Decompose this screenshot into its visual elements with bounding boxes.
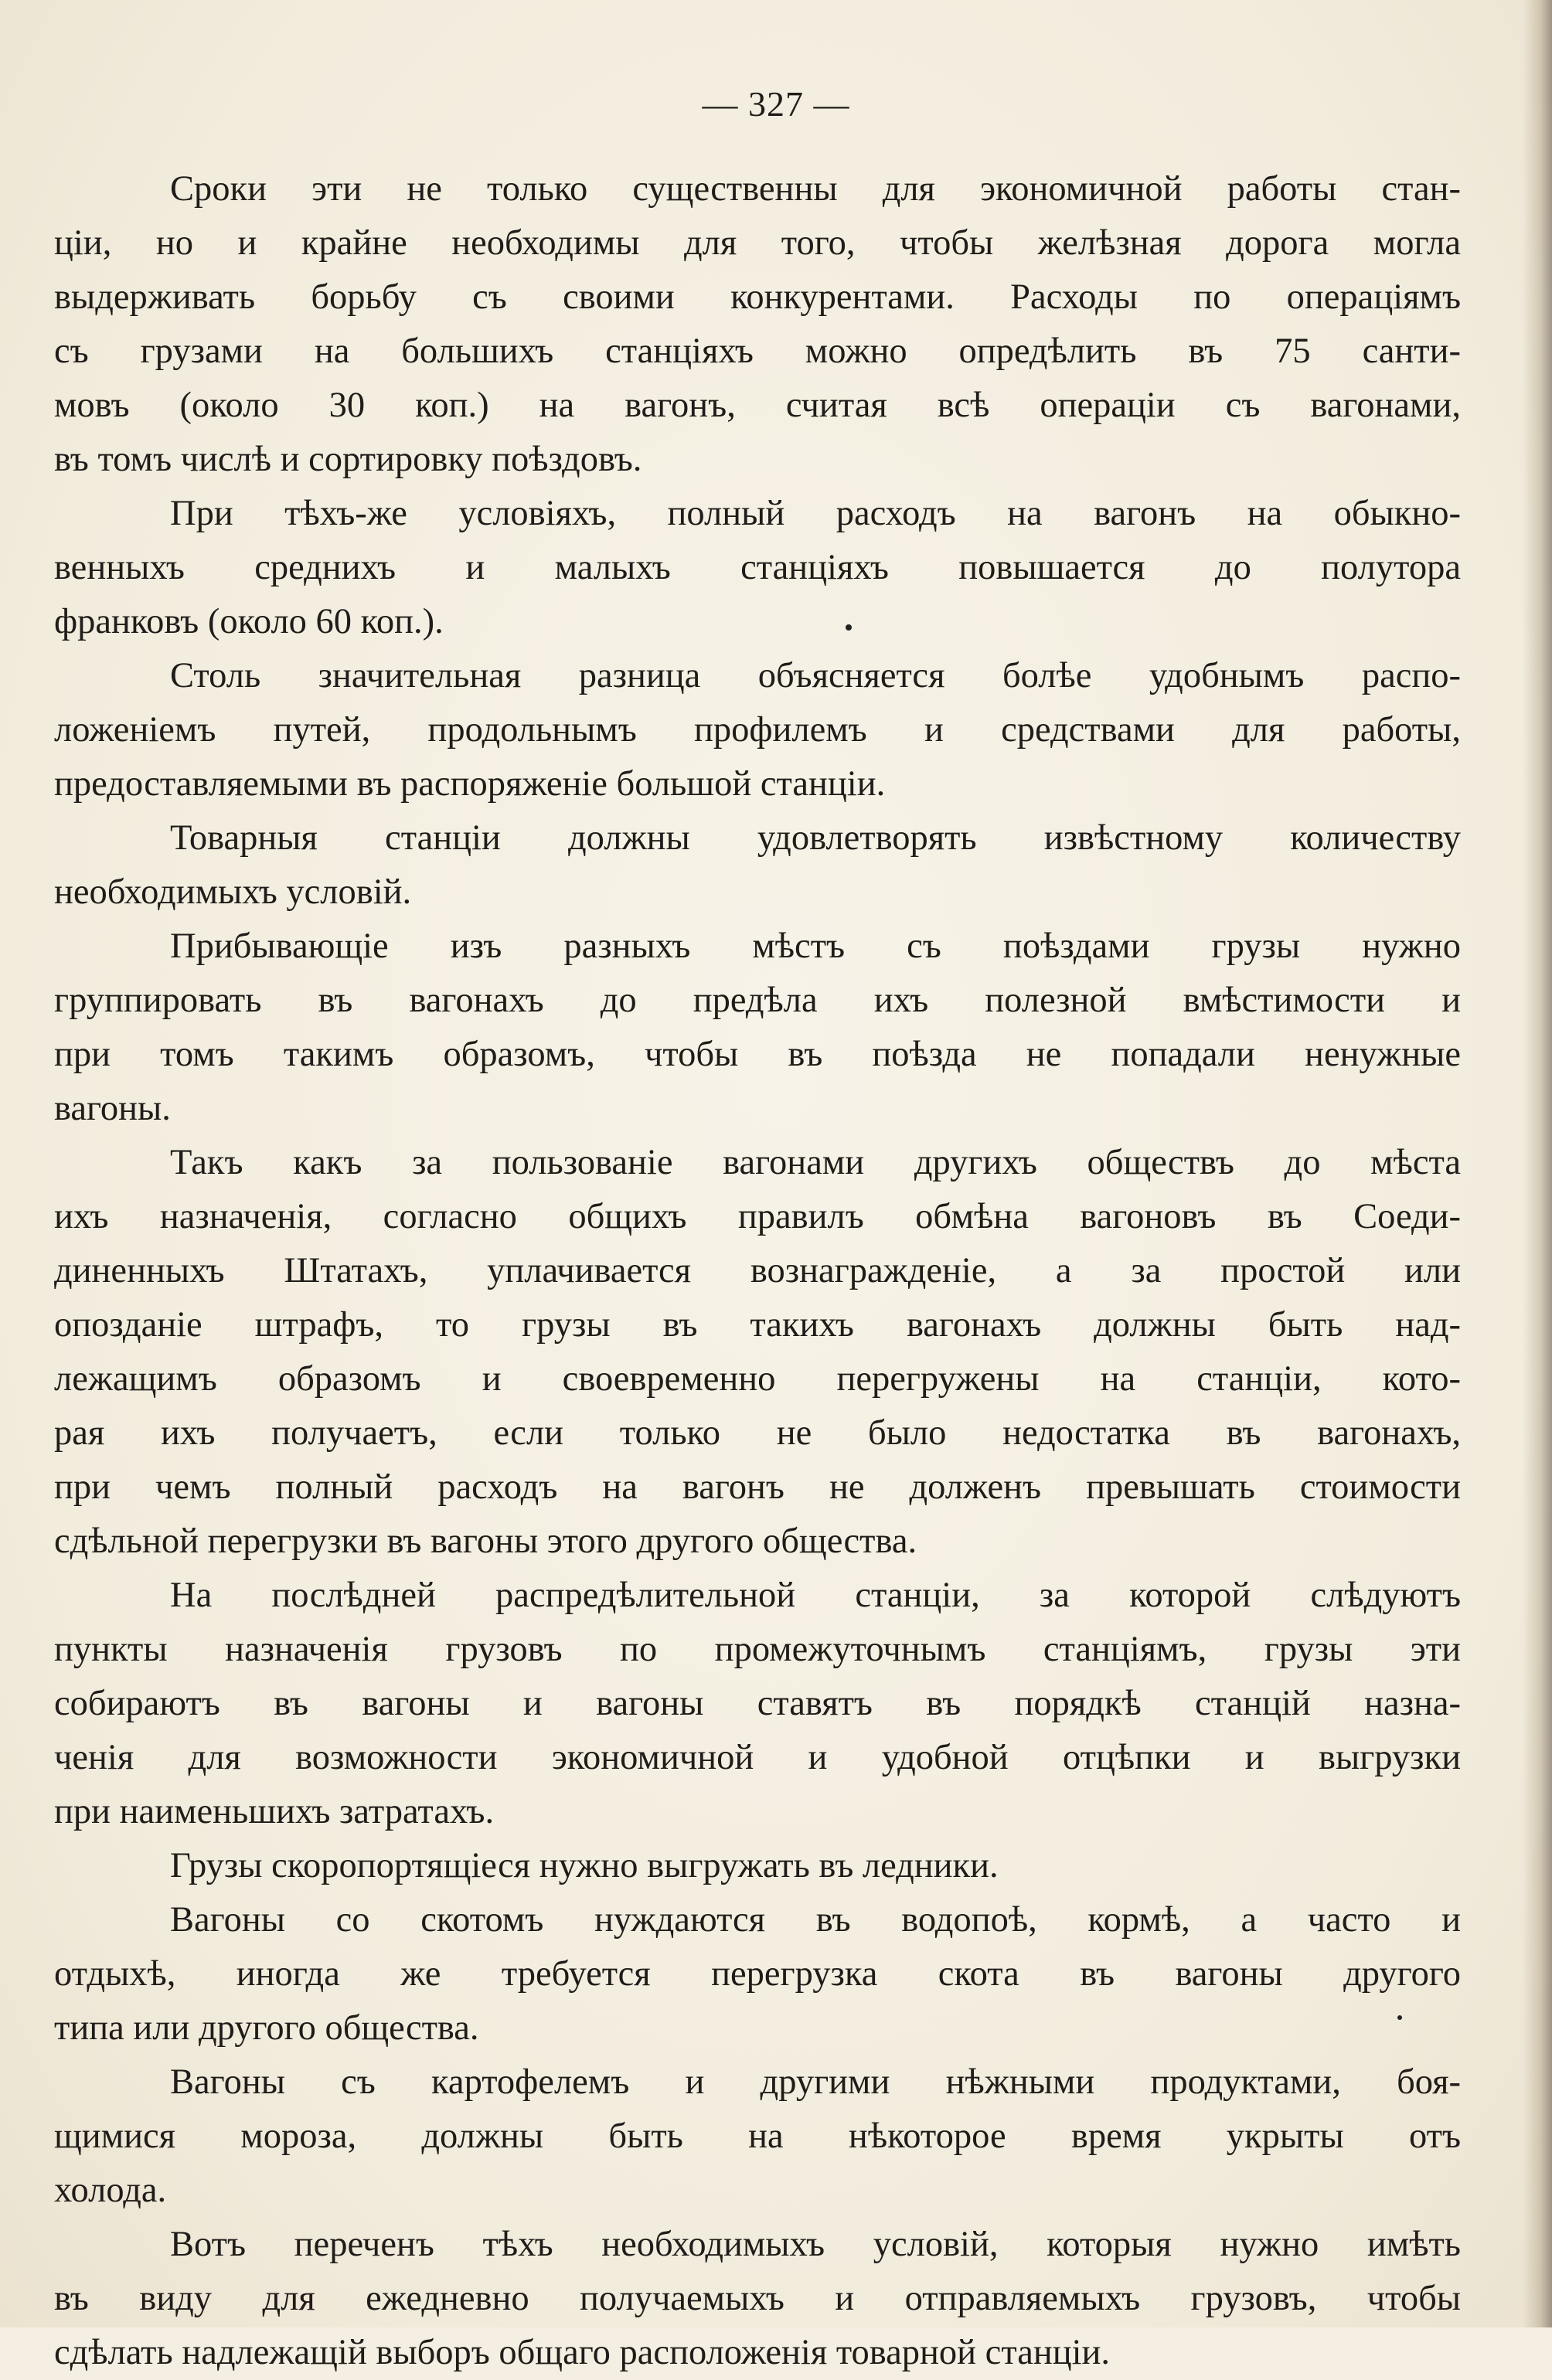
text-line: Товарныя станціи должны удовлетворять извѣстному количеству [170,818,1461,858]
text-line: сдѣлать надлежащій выборъ общаго расположенія товарной станціи. [54,2333,1111,2372]
paragraph [54,2218,1461,2380]
text-line: Прибывающіе изъ разныхъ мѣстъ съ поѣздами грузы нужно [170,926,1461,966]
paragraph [54,162,1461,487]
page-edge-shadow [1523,0,1552,2327]
paragraph [54,649,1461,811]
text-line: Грузы скоропортящіеся нужно выгружать въ ледники. [170,1846,999,1885]
text-line: Вагоны съ картофелемъ и другими нѣжными продуктами, боя- [170,2062,1461,2102]
text-line: лежащимъ образомъ и своевременно перегружены на станціи, кото- [54,1359,1461,1399]
text-line: ложеніемъ путей, продольнымъ профилемъ и средствами для работы, [54,710,1461,750]
text-line: холода. [54,2171,167,2210]
paragraph [54,1136,1461,1569]
text-line: диненныхъ Штатахъ, уплачивается вознагражденіе, а за простой или [54,1251,1461,1290]
text-line: При тѣхъ-же условіяхъ, полный расходъ на вагонъ на обыкно- [170,494,1461,533]
text-line: франковъ (около 60 коп.). [54,602,444,641]
text-line: съ грузами на большихъ станціяхъ можно опредѣлить въ 75 санти- [54,332,1461,371]
stray-dot [1397,2015,1402,2020]
text-line: выдерживать борьбу съ своими конкурентами. Расходы по операціямъ [54,277,1461,317]
paragraph [54,487,1461,649]
text-line: въ томъ числѣ и сортировку поѣздовъ. [54,440,642,479]
text-line: типа или другого общества. [54,2008,479,2048]
text-line: собираютъ въ вагоны и вагоны ставятъ въ порядкѣ станцій назна- [54,1684,1461,1723]
text-line: ченія для возможности экономичной и удобной отцѣпки и выгрузки [54,1738,1461,1777]
text-line: Столь значительная разница объясняется болѣе удобнымъ распо- [170,656,1461,695]
text-line: въ виду для ежедневно получаемыхъ и отправляемыхъ грузовъ, чтобы [54,2279,1461,2318]
text-line: рая ихъ получаетъ, если только не было недостатка въ вагонахъ, [54,1413,1461,1453]
text-line: при наименьшихъ затратахъ. [54,1792,495,1831]
text-line: Сроки эти не только существенны для экономичной работы стан- [170,169,1461,209]
text-line: мовъ (около 30 коп.) на вагонъ, считая всѣ операціи съ вагонами, [54,386,1461,425]
paragraph [54,811,1461,920]
text-line: вагоны. [54,1089,171,1128]
stray-dot [846,624,852,631]
text-line: группировать въ вагонахъ до предѣла ихъ полезной вмѣстимости и [54,981,1461,1020]
text-line: предоставляемыми въ распоряженіе большой станціи. [54,764,886,804]
paragraph [54,1569,1461,1839]
text-line: опозданіе штрафъ, то грузы въ такихъ вагонахъ должны быть над- [54,1305,1461,1345]
text-line: Вотъ переченъ тѣхъ необходимыхъ условій, которыя нужно имѣть [170,2225,1461,2264]
paragraph [54,2055,1461,2218]
paragraph [54,920,1461,1136]
text-line: На послѣдней распредѣлительной станціи, за которой слѣдуютъ [170,1576,1461,1615]
paragraph [54,1893,1461,2055]
text-line: при чемъ полный расходъ на вагонъ не долженъ превышать стоимости [54,1467,1461,1507]
text-line: венныхъ среднихъ и малыхъ станціяхъ повышается до полутора [54,548,1461,587]
text-line: сдѣльной перегрузки въ вагоны этого другого общества. [54,1522,917,1561]
text-line: необходимыхъ условій. [54,872,412,912]
text-line: ихъ назначенія, согласно общихъ правилъ обмѣна вагоновъ въ Соеди- [54,1197,1461,1236]
text-line: ціи, но и крайне необходимы для того, чтобы желѣзная дорога могла [54,223,1461,263]
text-line: Вагоны со скотомъ нуждаются въ водопоѣ, кормѣ, а часто и [170,1900,1461,1940]
text-line: при томъ такимъ образомъ, чтобы въ поѣзда не попадали ненужные [54,1035,1461,1074]
body-text [54,162,1461,2380]
paragraph [54,1839,1461,1893]
text-line: щимися мороза, должны быть на нѣкоторое время укрыты отъ [54,2116,1461,2156]
page-number: — 327 — [702,84,850,124]
text-line: Такъ какъ за пользованіе вагонами другихъ обществъ до мѣста [170,1143,1461,1182]
text-line: пункты назначенія грузовъ по промежуточнымъ станціямъ, грузы эти [54,1630,1461,1669]
text-line: отдыхѣ, иногда же требуется перегрузка скота въ вагоны другого [54,1954,1461,1994]
